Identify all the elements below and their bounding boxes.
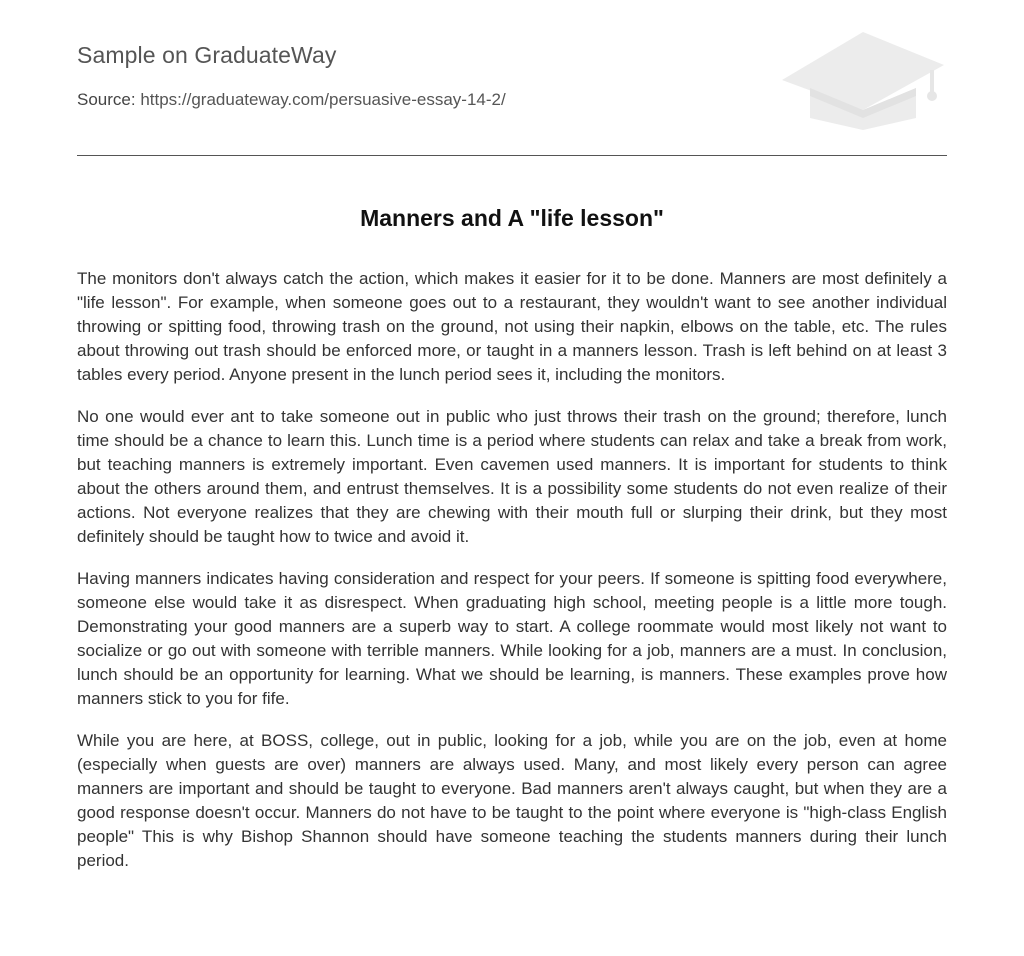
site-title: Sample on GraduateWay — [77, 42, 337, 68]
essay-title: Manners and A "life lesson" — [360, 205, 664, 231]
header-divider — [77, 155, 947, 156]
source-label: Source: — [77, 90, 136, 109]
source-link[interactable]: https://graduateway.com/persuasive-essay-14-2/ — [140, 90, 506, 109]
paragraph-4: While you are here, at BOSS, college, out in public, looking for a job, while you are on the job, even at home (especially when guests are over) manners are always used. Many, and most likely every person can agree manners are important and should be taught to everyone. Bad manners aren't always caught, but when they are a good response doesn't occur. Manners do not have to be taught to the point where everyone is "high-class English people" This is why Bishop Shannon should have someone teaching the students manners during their lunch period. — [77, 731, 947, 870]
essay-body — [77, 267, 947, 891]
paragraph-2: No one would ever ant to take someone out in public who just throws their trash on the ground; therefore, lunch time should be a chance to learn this. Lunch time is a period where students can relax and take a break from work, but teaching manners is extremely important. Even cavemen used manners. It is important for students to think about the others around them, and entrust themselves. It is a possibility some students do not even realize of their actions. Not everyone realizes that they are chewing with their mouth full or slurping their drink, but they most definitely should be taught how to twice and avoid it. — [77, 407, 947, 546]
source-line — [77, 90, 506, 110]
graduation-cap-icon — [780, 30, 946, 132]
page-header — [77, 0, 947, 156]
paragraph-1: The monitors don't always catch the action, which makes it easier for it to be done. Manners are most definitely a "life lesson". For example, when someone goes out to a restaurant, they wouldn't want to see another individual throwing or spitting food, throwing trash on the ground, not using their napkin, elbows on the table, etc. The rules about throwing out trash should be enforced more, or taught in a manners lesson. Trash is left behind on at least 3 tables every period. Anyone present in the lunch period sees it, including the monitors. — [77, 269, 947, 384]
paragraph-3: Having manners indicates having consideration and respect for your peers. If someone is spitting food everywhere, someone else would take it as disrespect. When graduating high school, meeting people is a little more tough. Demonstrating your good manners are a superb way to start. A college roommate would most likely not want to socialize or go out with someone with terrible manners. While looking for a job, manners are a must. In conclusion, lunch should be an opportunity for learning. What we should be learning, is manners. These examples prove how manners stick to you for fife. — [77, 569, 947, 708]
